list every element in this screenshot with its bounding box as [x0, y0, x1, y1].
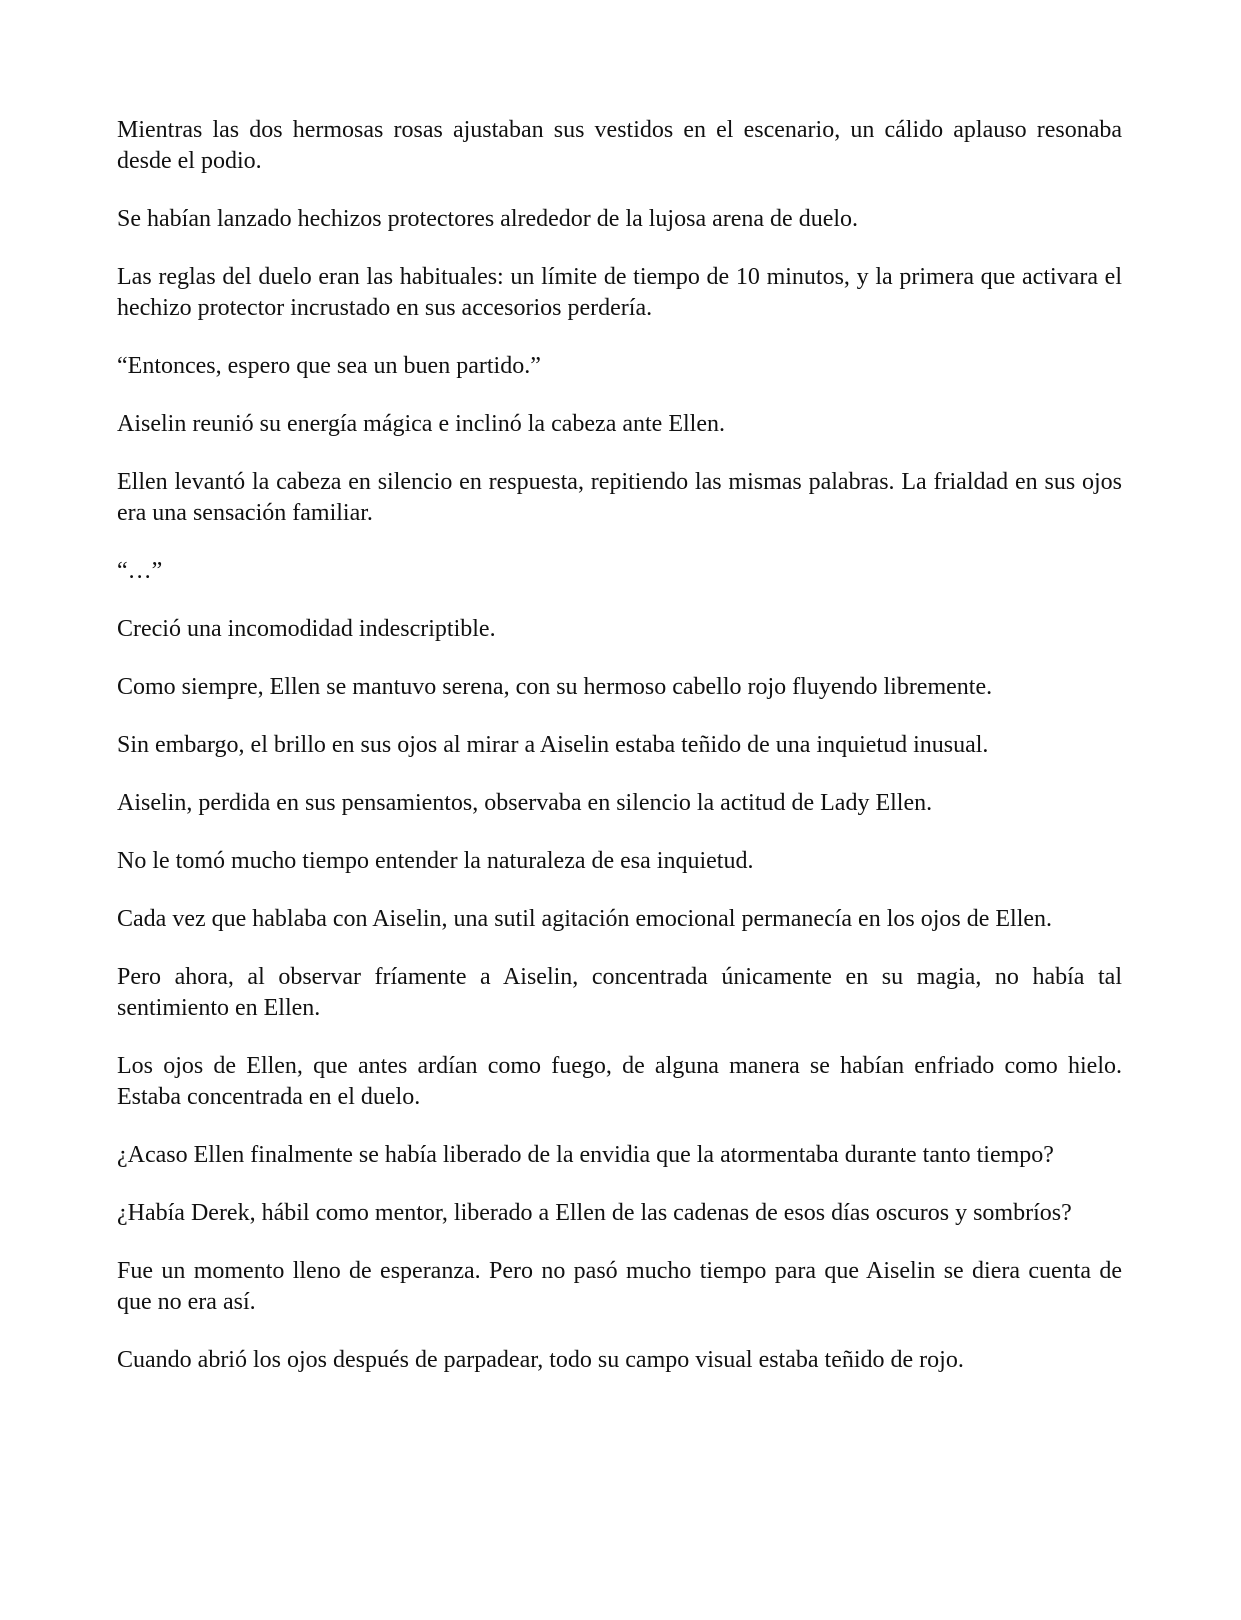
paragraph-16: ¿Acaso Ellen finalmente se había liberado de la envidia que la atormentaba durante tanto tiempo? — [117, 1142, 1054, 1168]
paragraph-4: “Entonces, espero que sea un buen partido.” — [117, 353, 541, 379]
paragraph-6: Ellen levantó la cabeza en silencio en respuesta, repitiendo las mismas palabras. La frialdad en sus ojos era una sensación familiar. — [117, 469, 1122, 526]
paragraph-11: Aiselin, perdida en sus pensamientos, observaba en silencio la actitud de Lady Ellen. — [117, 790, 933, 816]
paragraph-3: Las reglas del duelo eran las habituales: un límite de tiempo de 10 minutos, y la primera que activara el hechizo protector incrustado en sus accesorios perdería. — [117, 264, 1122, 321]
paragraph-18: Fue un momento lleno de esperanza. Pero no pasó mucho tiempo para que Aiselin se diera cuenta de que no era así. — [117, 1258, 1122, 1315]
paragraph-17: ¿Había Derek, hábil como mentor, liberado a Ellen de las cadenas de esos días oscuros y sombríos? — [117, 1200, 1072, 1226]
paragraph-9: Como siempre, Ellen se mantuvo serena, con su hermoso cabello rojo fluyendo libremente. — [117, 674, 993, 700]
paragraph-15: Los ojos de Ellen, que antes ardían como fuego, de alguna manera se habían enfriado como hielo. Estaba concentrada en el duelo. — [117, 1053, 1122, 1110]
paragraph-7: “…” — [117, 558, 163, 584]
paragraph-12: No le tomó mucho tiempo entender la naturaleza de esa inquietud. — [117, 848, 754, 874]
paragraph-1: Mientras las dos hermosas rosas ajustaban sus vestidos en el escenario, un cálido aplauso resonaba desde el podio. — [117, 117, 1122, 174]
paragraph-14: Pero ahora, al observar fríamente a Aiselin, concentrada únicamente en su magia, no había tal sentimiento en Ellen. — [117, 964, 1122, 1021]
paragraph-19: Cuando abrió los ojos después de parpadear, todo su campo visual estaba teñido de rojo. — [117, 1347, 964, 1373]
paragraph-5: Aiselin reunió su energía mágica e inclinó la cabeza ante Ellen. — [117, 411, 725, 437]
paragraph-8: Creció una incomodidad indescriptible. — [117, 616, 496, 642]
paragraph-13: Cada vez que hablaba con Aiselin, una sutil agitación emocional permanecía en los ojos de Ellen. — [117, 906, 1053, 932]
document-body — [117, 115, 1122, 1403]
paragraph-2: Se habían lanzado hechizos protectores alrededor de la lujosa arena de duelo. — [117, 206, 859, 232]
paragraph-10: Sin embargo, el brillo en sus ojos al mirar a Aiselin estaba teñido de una inquietud inusual. — [117, 732, 989, 758]
